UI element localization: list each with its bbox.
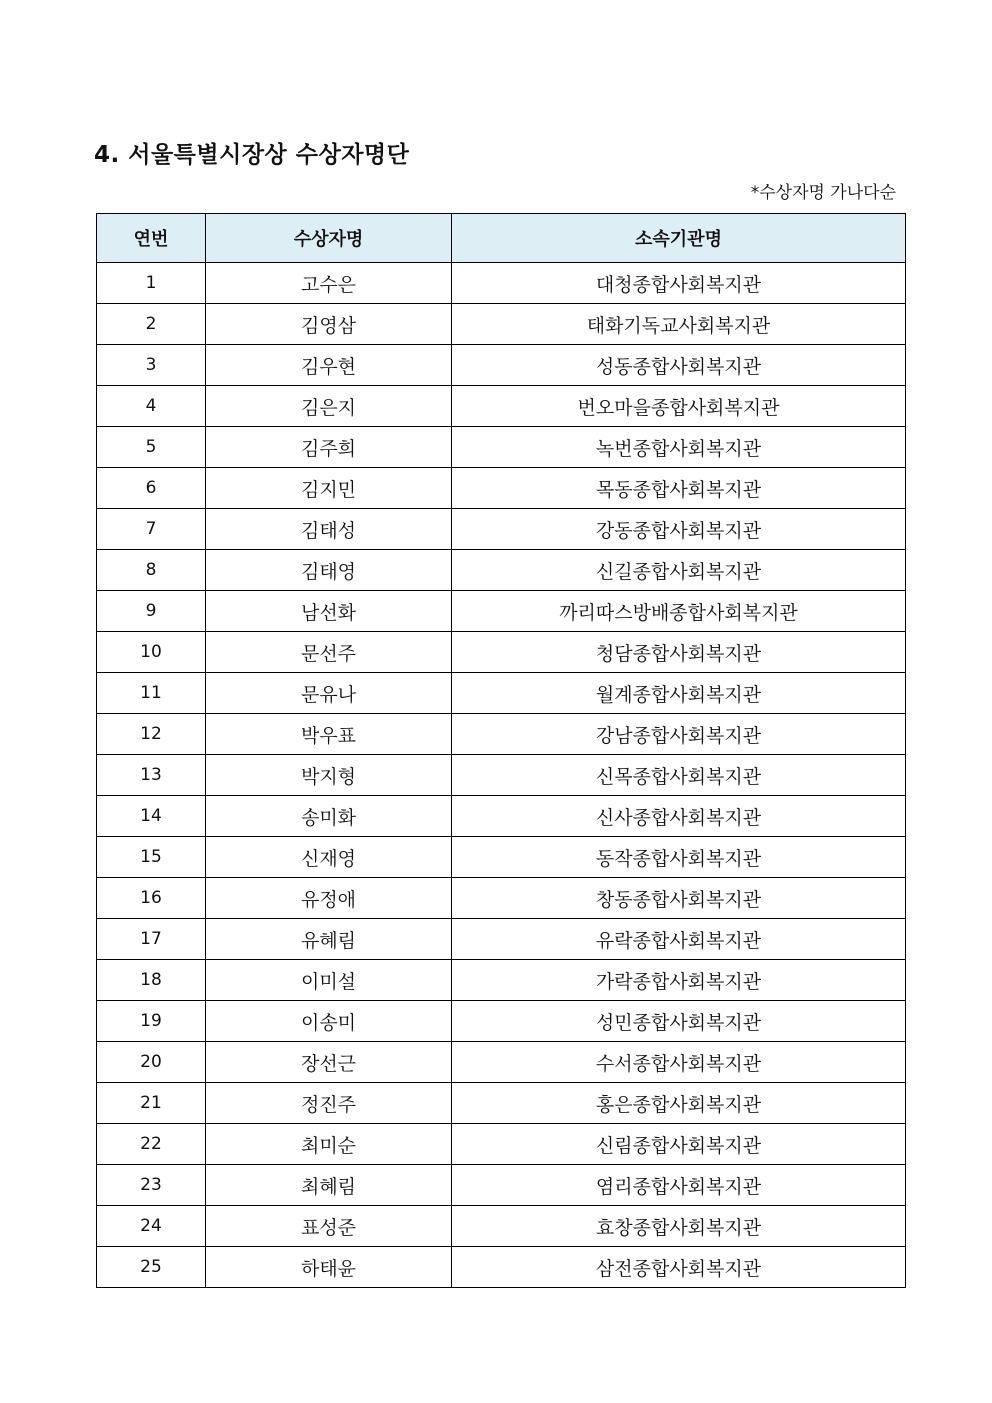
organization-name: 창동종합사회복지관 (452, 878, 906, 919)
row-number: 4 (97, 386, 206, 427)
row-number: 1 (97, 263, 206, 304)
organization-name: 까리따스방배종합사회복지관 (452, 591, 906, 632)
organization-name: 강동종합사회복지관 (452, 509, 906, 550)
awardee-name: 이미설 (206, 960, 452, 1001)
awardee-name: 하태윤 (206, 1247, 452, 1288)
header-organization: 소속기관명 (452, 214, 906, 263)
row-number: 14 (97, 796, 206, 837)
table-row (97, 1083, 906, 1124)
awardee-name: 장선근 (206, 1042, 452, 1083)
sort-note: *수상자명 가나다순 (750, 183, 896, 203)
organization-name: 성민종합사회복지관 (452, 1001, 906, 1042)
awardee-name: 이송미 (206, 1001, 452, 1042)
table-row (97, 632, 906, 673)
organization-name: 수서종합사회복지관 (452, 1042, 906, 1083)
organization-name: 염리종합사회복지관 (452, 1165, 906, 1206)
awardee-name: 김주희 (206, 427, 452, 468)
awardee-name: 김영삼 (206, 304, 452, 345)
row-number: 9 (97, 591, 206, 632)
organization-name: 신림종합사회복지관 (452, 1124, 906, 1165)
row-number: 6 (97, 468, 206, 509)
awardee-name: 신재영 (206, 837, 452, 878)
organization-name: 성동종합사회복지관 (452, 345, 906, 386)
organization-name: 대청종합사회복지관 (452, 263, 906, 304)
row-number: 25 (97, 1247, 206, 1288)
awardee-name: 남선화 (206, 591, 452, 632)
row-number: 18 (97, 960, 206, 1001)
table-row (97, 714, 906, 755)
table-row (97, 345, 906, 386)
organization-name: 가락종합사회복지관 (452, 960, 906, 1001)
table-row (97, 591, 906, 632)
row-number: 8 (97, 550, 206, 591)
table-row (97, 1042, 906, 1083)
table-row (97, 304, 906, 345)
awardee-name: 최혜림 (206, 1165, 452, 1206)
awardee-table (96, 213, 906, 1288)
row-number: 10 (97, 632, 206, 673)
awardee-name: 유정애 (206, 878, 452, 919)
organization-name: 홍은종합사회복지관 (452, 1083, 906, 1124)
awardee-name: 박지형 (206, 755, 452, 796)
table-row (97, 509, 906, 550)
row-number: 20 (97, 1042, 206, 1083)
table-row (97, 673, 906, 714)
row-number: 15 (97, 837, 206, 878)
table-row (97, 468, 906, 509)
awardee-name: 송미화 (206, 796, 452, 837)
table-row (97, 386, 906, 427)
table-row (97, 796, 906, 837)
organization-name: 삼전종합사회복지관 (452, 1247, 906, 1288)
row-number: 2 (97, 304, 206, 345)
row-number: 5 (97, 427, 206, 468)
awardee-name: 박우표 (206, 714, 452, 755)
row-number: 22 (97, 1124, 206, 1165)
table-row (97, 960, 906, 1001)
row-number: 21 (97, 1083, 206, 1124)
row-number: 13 (97, 755, 206, 796)
table-row (97, 1124, 906, 1165)
table-row (97, 1001, 906, 1042)
awardee-name: 김지민 (206, 468, 452, 509)
awardee-name: 문선주 (206, 632, 452, 673)
row-number: 17 (97, 919, 206, 960)
organization-name: 신길종합사회복지관 (452, 550, 906, 591)
organization-name: 유락종합사회복지관 (452, 919, 906, 960)
organization-name: 녹번종합사회복지관 (452, 427, 906, 468)
table-header-row (97, 214, 906, 263)
row-number: 23 (97, 1165, 206, 1206)
organization-name: 신목종합사회복지관 (452, 755, 906, 796)
row-number: 16 (97, 878, 206, 919)
table-row (97, 550, 906, 591)
table-row (97, 1165, 906, 1206)
organization-name: 동작종합사회복지관 (452, 837, 906, 878)
awardee-name: 표성준 (206, 1206, 452, 1247)
table-row (97, 755, 906, 796)
table-row (97, 1206, 906, 1247)
organization-name: 효창종합사회복지관 (452, 1206, 906, 1247)
awardee-name: 문유나 (206, 673, 452, 714)
row-number: 19 (97, 1001, 206, 1042)
header-number: 연번 (97, 214, 206, 263)
row-number: 7 (97, 509, 206, 550)
row-number: 24 (97, 1206, 206, 1247)
header-awardee-name: 수상자명 (206, 214, 452, 263)
section-heading: 4. 서울특별시장상 수상자명단 (94, 142, 410, 168)
awardee-name: 김태영 (206, 550, 452, 591)
row-number: 3 (97, 345, 206, 386)
row-number: 12 (97, 714, 206, 755)
awardee-name: 김태성 (206, 509, 452, 550)
table-row (97, 427, 906, 468)
organization-name: 강남종합사회복지관 (452, 714, 906, 755)
awardee-name: 고수은 (206, 263, 452, 304)
organization-name: 청담종합사회복지관 (452, 632, 906, 673)
awardee-name: 김은지 (206, 386, 452, 427)
organization-name: 월계종합사회복지관 (452, 673, 906, 714)
table-row (97, 919, 906, 960)
table-row (97, 1247, 906, 1288)
organization-name: 번오마을종합사회복지관 (452, 386, 906, 427)
organization-name: 신사종합사회복지관 (452, 796, 906, 837)
awardee-name: 김우현 (206, 345, 452, 386)
awardee-name: 유혜림 (206, 919, 452, 960)
awardee-name: 정진주 (206, 1083, 452, 1124)
awardee-name: 최미순 (206, 1124, 452, 1165)
organization-name: 목동종합사회복지관 (452, 468, 906, 509)
organization-name: 태화기독교사회복지관 (452, 304, 906, 345)
table-row (97, 837, 906, 878)
table-row (97, 263, 906, 304)
table-row (97, 878, 906, 919)
row-number: 11 (97, 673, 206, 714)
